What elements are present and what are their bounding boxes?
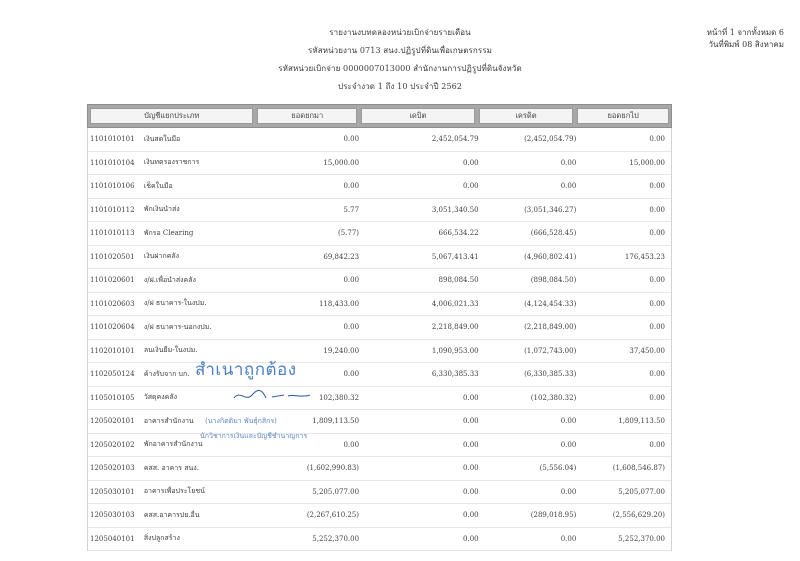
account-name: ง/ฝ ธนาคาร-ในงปม. [143,299,207,308]
account-name: ง/ฝ.เพื่อนำส่งคลัง [143,275,196,284]
account-name: พักอาคารสำนักงาน [143,440,203,449]
certified-copy-stamp: สำเนาถูกต้อง [195,360,297,380]
closing-balance: 5,205,077.00 [618,487,666,496]
opening-balance: 0.00 [343,370,360,379]
debit-amount: 0.00 [463,182,479,191]
opening-balance: 19,240.00 [323,346,360,355]
closing-balance: 176,453.23 [624,252,666,261]
signature-icon [232,386,312,406]
debit-amount: 0.00 [463,464,479,473]
table-header [87,104,672,128]
table-row [88,316,671,340]
credit-amount: (2,452,054.79) [524,135,577,144]
table-row [88,293,671,317]
account-code: 1205030101 [90,487,135,496]
credit-amount: (898,084.50) [530,276,577,285]
report-period: ประจำงวด 1 ถึง 10 ประจำปี 2562 [337,82,463,91]
credit-amount: 0.00 [560,182,577,191]
table-row [88,222,671,246]
account-name: เช็คในมือ [143,181,173,190]
credit-amount: 0.00 [560,417,577,426]
account-code: 1101010101 [90,135,135,144]
disburse-unit: รหัสหน่วยเบิกจ่าย 0000007013000 สำนักงานการปฏิรูปที่ดินจังหวัด [278,64,522,73]
report-title: รายงานงบทดลองหน่วยเบิกจ่ายรายเดือน [329,28,471,37]
account-name: อาคารเพื่อประโยชน์ [143,487,205,496]
account-name: ง/ฝ ธนาคาร-นอกงปม. [143,322,212,331]
debit-amount: 1,090,953.00 [431,346,479,355]
account-name: พักรอ Clearing [143,228,194,237]
closing-balance: 0.00 [649,323,666,332]
closing-balance: (2,556,629.20) [612,511,666,520]
account-code: 1205040101 [90,534,135,543]
credit-amount: (102,380.32) [530,393,577,402]
account-code: 1101010104 [90,158,135,167]
debit-amount: 0.00 [463,440,479,449]
closing-balance: 1,809,113.50 [618,417,666,426]
closing-balance: 0.00 [649,135,666,144]
closing-balance: (1,608,546.87) [612,464,666,473]
debit-amount: 5,067,413.41 [431,252,479,261]
opening-balance: 118,433.00 [318,299,360,308]
debit-amount: 2,218,849.00 [431,323,479,332]
opening-balance: 0.00 [343,276,360,285]
account-code: 1205020103 [90,464,135,473]
opening-balance: (1,602,990.83) [306,464,360,473]
opening-balance: 0.00 [343,135,360,144]
closing-balance: 15,000.00 [629,158,666,167]
account-code: 1101020603 [90,299,135,308]
opening-balance: (2,267,610.25) [306,511,360,520]
opening-balance: 5.77 [343,205,360,214]
credit-amount: 0.00 [560,440,577,449]
opening-balance: (5.77) [337,229,360,238]
credit-amount: (2,218,849.00) [524,323,577,332]
debit-amount: 4,006,021.33 [431,299,479,308]
account-code: 1205030103 [90,511,135,520]
opening-balance: 0.00 [343,440,360,449]
debit-amount: 0.00 [463,417,479,426]
account-code: 1205020101 [90,417,135,426]
account-name: พักเงินนำส่ง [143,205,180,214]
opening-balance: 5,252,370.00 [312,534,360,543]
debit-amount: 0.00 [463,511,479,520]
account-code: 1102050124 [90,370,135,379]
credit-amount: 0.00 [560,487,577,496]
account-name: ค้างรับจาก บก. [143,369,190,378]
account-code: 1102010101 [90,346,135,355]
table-row [88,269,671,293]
debit-amount: 0.00 [463,158,479,167]
closing-balance: 0.00 [649,393,666,402]
account-code: 1101010112 [90,205,135,214]
account-name: คสส.อาคารปย.อื่น [143,510,200,519]
account-name: อาคารสำนักงาน [143,416,194,425]
table-row [88,504,671,528]
closing-balance: 0.00 [649,276,666,285]
debit-amount: 3,051,340.50 [431,205,479,214]
credit-amount: (6,330,385.33) [524,370,577,379]
account-code: 1101020601 [90,276,135,285]
closing-balance: 0.00 [649,229,666,238]
closing-balance: 37,450.00 [629,346,666,355]
signer-title: นักวิชาการเงินและบัญชีชำนาญการ [200,432,308,440]
table-row [88,199,671,223]
credit-amount: (1,072,743.00) [524,346,577,355]
debit-amount: 6,330,385.33 [431,370,479,379]
account-name: เงินทดรองราชการ [143,158,200,167]
table-row [88,528,671,552]
account-name: เงินฝากคลัง [143,252,180,261]
account-code: 1105010105 [90,393,135,402]
debit-amount: 0.00 [463,487,479,496]
opening-balance: 0.00 [343,182,360,191]
closing-balance: 0.00 [649,182,666,191]
credit-amount: (666,528.45) [530,229,577,238]
col-credit: เครดิต [479,108,574,124]
debit-amount: 666,534.22 [438,229,479,238]
col-debit: เดบิต [361,108,475,124]
trial-balance-table [87,104,672,551]
table-body [87,128,672,551]
table-row [88,128,671,152]
opening-balance: 102,380.32 [318,393,360,402]
opening-balance: 69,842.23 [323,252,360,261]
credit-amount: 0.00 [560,158,577,167]
table-row [88,434,671,458]
closing-balance: 5,252,370.00 [618,534,666,543]
table-row [88,175,671,199]
account-name: สิ่งปลูกสร้าง [143,534,180,543]
account-name: คสส. อาคาร สนง. [143,463,199,472]
account-code: 1205020102 [90,440,135,449]
col-closing: ยอดยกไป [577,108,669,124]
col-opening: ยอดยกมา [257,108,357,124]
closing-balance: 0.00 [649,440,666,449]
signer-name: (นางกิตติมา พันธุ์กสิกร) [205,417,277,425]
debit-amount: 0.00 [463,393,479,402]
credit-amount: (4,960,802.41) [524,252,577,261]
opening-balance: 5,205,077.00 [312,487,360,496]
table-row [88,246,671,270]
page-info: หน้าที่ 1 จากทั้งหมด 6 [706,28,784,37]
table-row [88,410,671,434]
debit-amount: 898,084.50 [438,276,479,285]
account-code: 1101010106 [90,182,135,191]
credit-amount: (3,051,346.27) [524,205,577,214]
account-code: 1101020604 [90,323,135,332]
opening-balance: 0.00 [343,323,360,332]
debit-amount: 0.00 [463,534,479,543]
account-name: เงินสดในมือ [143,134,181,143]
credit-amount: (5,556.04) [539,464,577,473]
account-code: 1101010113 [90,229,135,238]
account-name: ลนเงินยืม-ในงปม. [143,346,198,355]
credit-amount: 0.00 [560,534,577,543]
table-row [88,340,671,364]
print-date: วันที่พิมพ์ 08 สิงหาคม [708,40,784,49]
opening-balance: 1,809,113.50 [312,417,360,426]
table-row [88,387,671,411]
table-row [88,481,671,505]
table-row [88,152,671,176]
table-row [88,457,671,481]
table-row [88,363,671,387]
account-code: 1101020501 [90,252,135,261]
col-account: บัญชีแยกประเภท [90,108,253,124]
opening-balance: 15,000.00 [323,158,360,167]
credit-amount: (4,124,454.33) [524,299,577,308]
closing-balance: 0.00 [649,370,666,379]
debit-amount: 2,452,054.79 [431,135,479,144]
account-name: วัสดุคงคลัง [143,393,178,402]
closing-balance: 0.00 [649,299,666,308]
credit-amount: (289,018.95) [530,511,577,520]
agency-code: รหัสหน่วยงาน 0713 สนง.ปฏิรูปที่ดินเพื่อเกษตรกรรม [307,46,493,55]
closing-balance: 0.00 [649,205,666,214]
